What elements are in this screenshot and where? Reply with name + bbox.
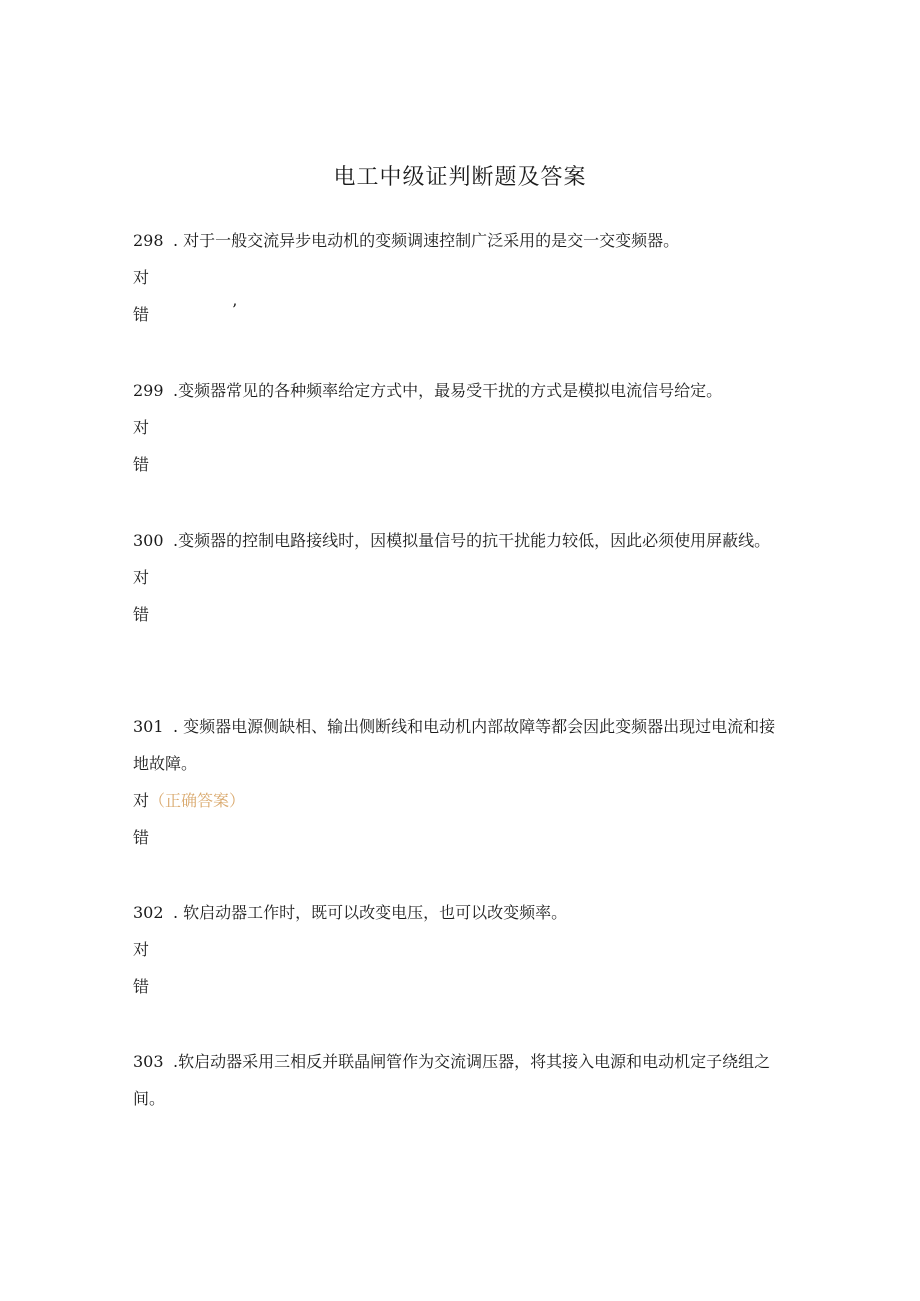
question-body: . 对于一般交流异步电动机的变频调速控制广泛采用的是交一交变频器。 [173,231,680,250]
option-false[interactable] [133,819,783,856]
option-false[interactable] [133,596,783,633]
option-true-label: 对 [133,940,150,959]
question-text [133,222,783,259]
question-number: 303 [133,1052,164,1071]
question-body: .变频器常见的各种频率给定方式中，最易受干扰的方式是模拟电流信号给定。 [173,381,723,400]
option-true[interactable] [133,259,783,296]
question-298 [133,222,783,333]
question-text [133,894,783,931]
question-302 [133,894,783,1005]
question-number: 302 [133,903,164,922]
option-true[interactable] [133,409,783,446]
question-299 [133,372,783,483]
question-301 [133,708,783,856]
option-true[interactable] [133,782,783,819]
stray-mark: ’ [232,300,238,319]
question-number: 301 [133,717,164,736]
option-false-label: 错 [133,455,150,474]
question-303 [133,1043,783,1117]
question-300 [133,522,783,633]
option-true[interactable] [133,931,783,968]
option-false-label: 错 [133,305,150,324]
option-true[interactable] [133,559,783,596]
question-body: .软启动器采用三相反并联晶闸管作为交流调压器，将其接入电源和电动机定子绕组之间。 [133,1052,771,1108]
question-text [133,372,783,409]
option-false-label: 错 [133,828,150,847]
question-text [133,1043,783,1117]
question-text [133,522,783,559]
option-true-label: 对 [133,791,150,810]
correct-answer-mark: （正确答案） [149,791,246,810]
option-false-label: 错 [133,605,150,624]
option-true-label: 对 [133,268,150,287]
page-title: 电工中级证判断题及答案 [333,165,587,190]
option-false-label: 错 [133,977,150,996]
question-number: 298 [133,231,164,250]
question-number: 300 [133,531,164,550]
option-false[interactable] [133,446,783,483]
question-number: 299 [133,381,164,400]
question-body: . 软启动器工作时，既可以改变电压，也可以改变频率。 [173,903,568,922]
option-true-label: 对 [133,568,150,587]
option-false[interactable] [133,968,783,1005]
question-body: .变频器的控制电路接线时，因模拟量信号的抗干扰能力较低，因此必须使用屏蔽线。 [173,531,771,550]
option-false[interactable] [133,296,783,333]
option-true-label: 对 [133,418,150,437]
question-body: . 变频器电源侧缺相、输出侧断线和电动机内部故障等都会因此变频器出现过电流和接地故障。 [133,717,776,773]
question-text [133,708,783,782]
